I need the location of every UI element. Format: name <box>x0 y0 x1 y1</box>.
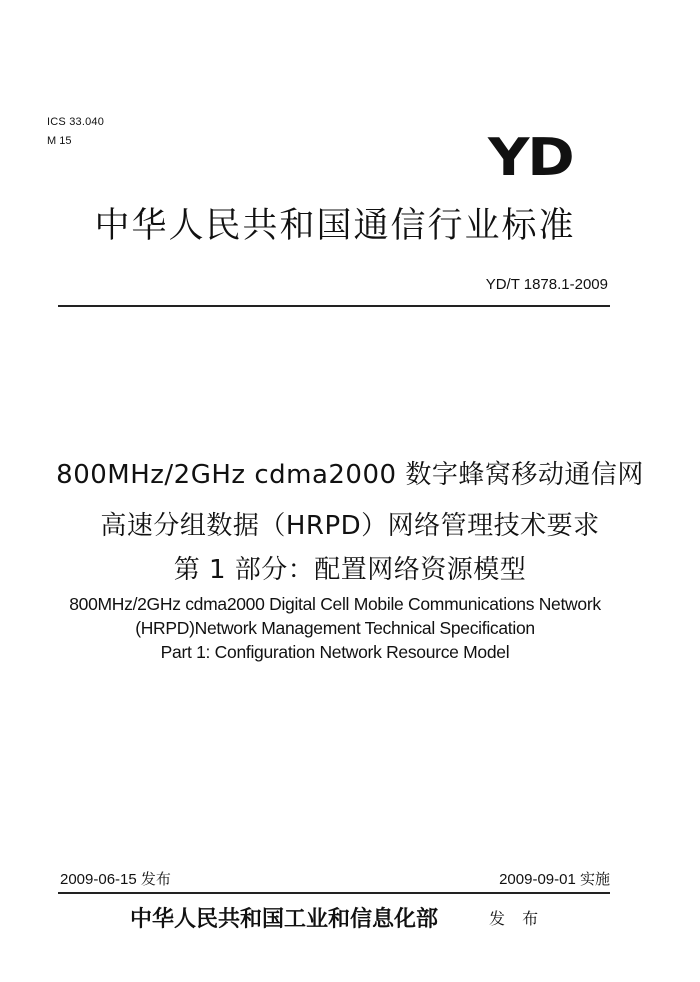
title-en-line1: 800MHz/2GHz cdma2000 Digital Cell Mobile Communications Network <box>69 594 601 614</box>
issue-action: 发 布 <box>489 909 545 928</box>
implementation-date: 2009-09-01 实施 <box>499 871 610 888</box>
ics-code: ICS 33.040 <box>47 116 105 128</box>
title-en-line3: Part 1: Configuration Network Resource Model <box>160 642 510 662</box>
yd-logo: YD <box>488 128 573 188</box>
title-zh-line1: 800MHz/2GHz cdma2000 数字蜂窝移动通信网 <box>56 460 644 490</box>
standard-title: 中华人民共和国通信行业标准 <box>94 206 576 246</box>
title-zh-line3: 第 1 部分：配置网络资源模型 <box>173 555 527 585</box>
header-divider <box>58 305 610 307</box>
title-en-line2: (HRPD)Network Management Technical Specification <box>135 618 535 638</box>
footer-divider <box>58 892 610 894</box>
issuing-authority: 中华人民共和国工业和信息化部 <box>130 906 439 932</box>
publish-date: 2009-06-15 发布 <box>60 871 171 888</box>
standard-number: YD/T 1878.1-2009 <box>485 276 608 293</box>
classification-code: M 15 <box>47 135 72 147</box>
title-zh-line2: 高速分组数据（HRPD）网络管理技术要求 <box>100 511 600 541</box>
